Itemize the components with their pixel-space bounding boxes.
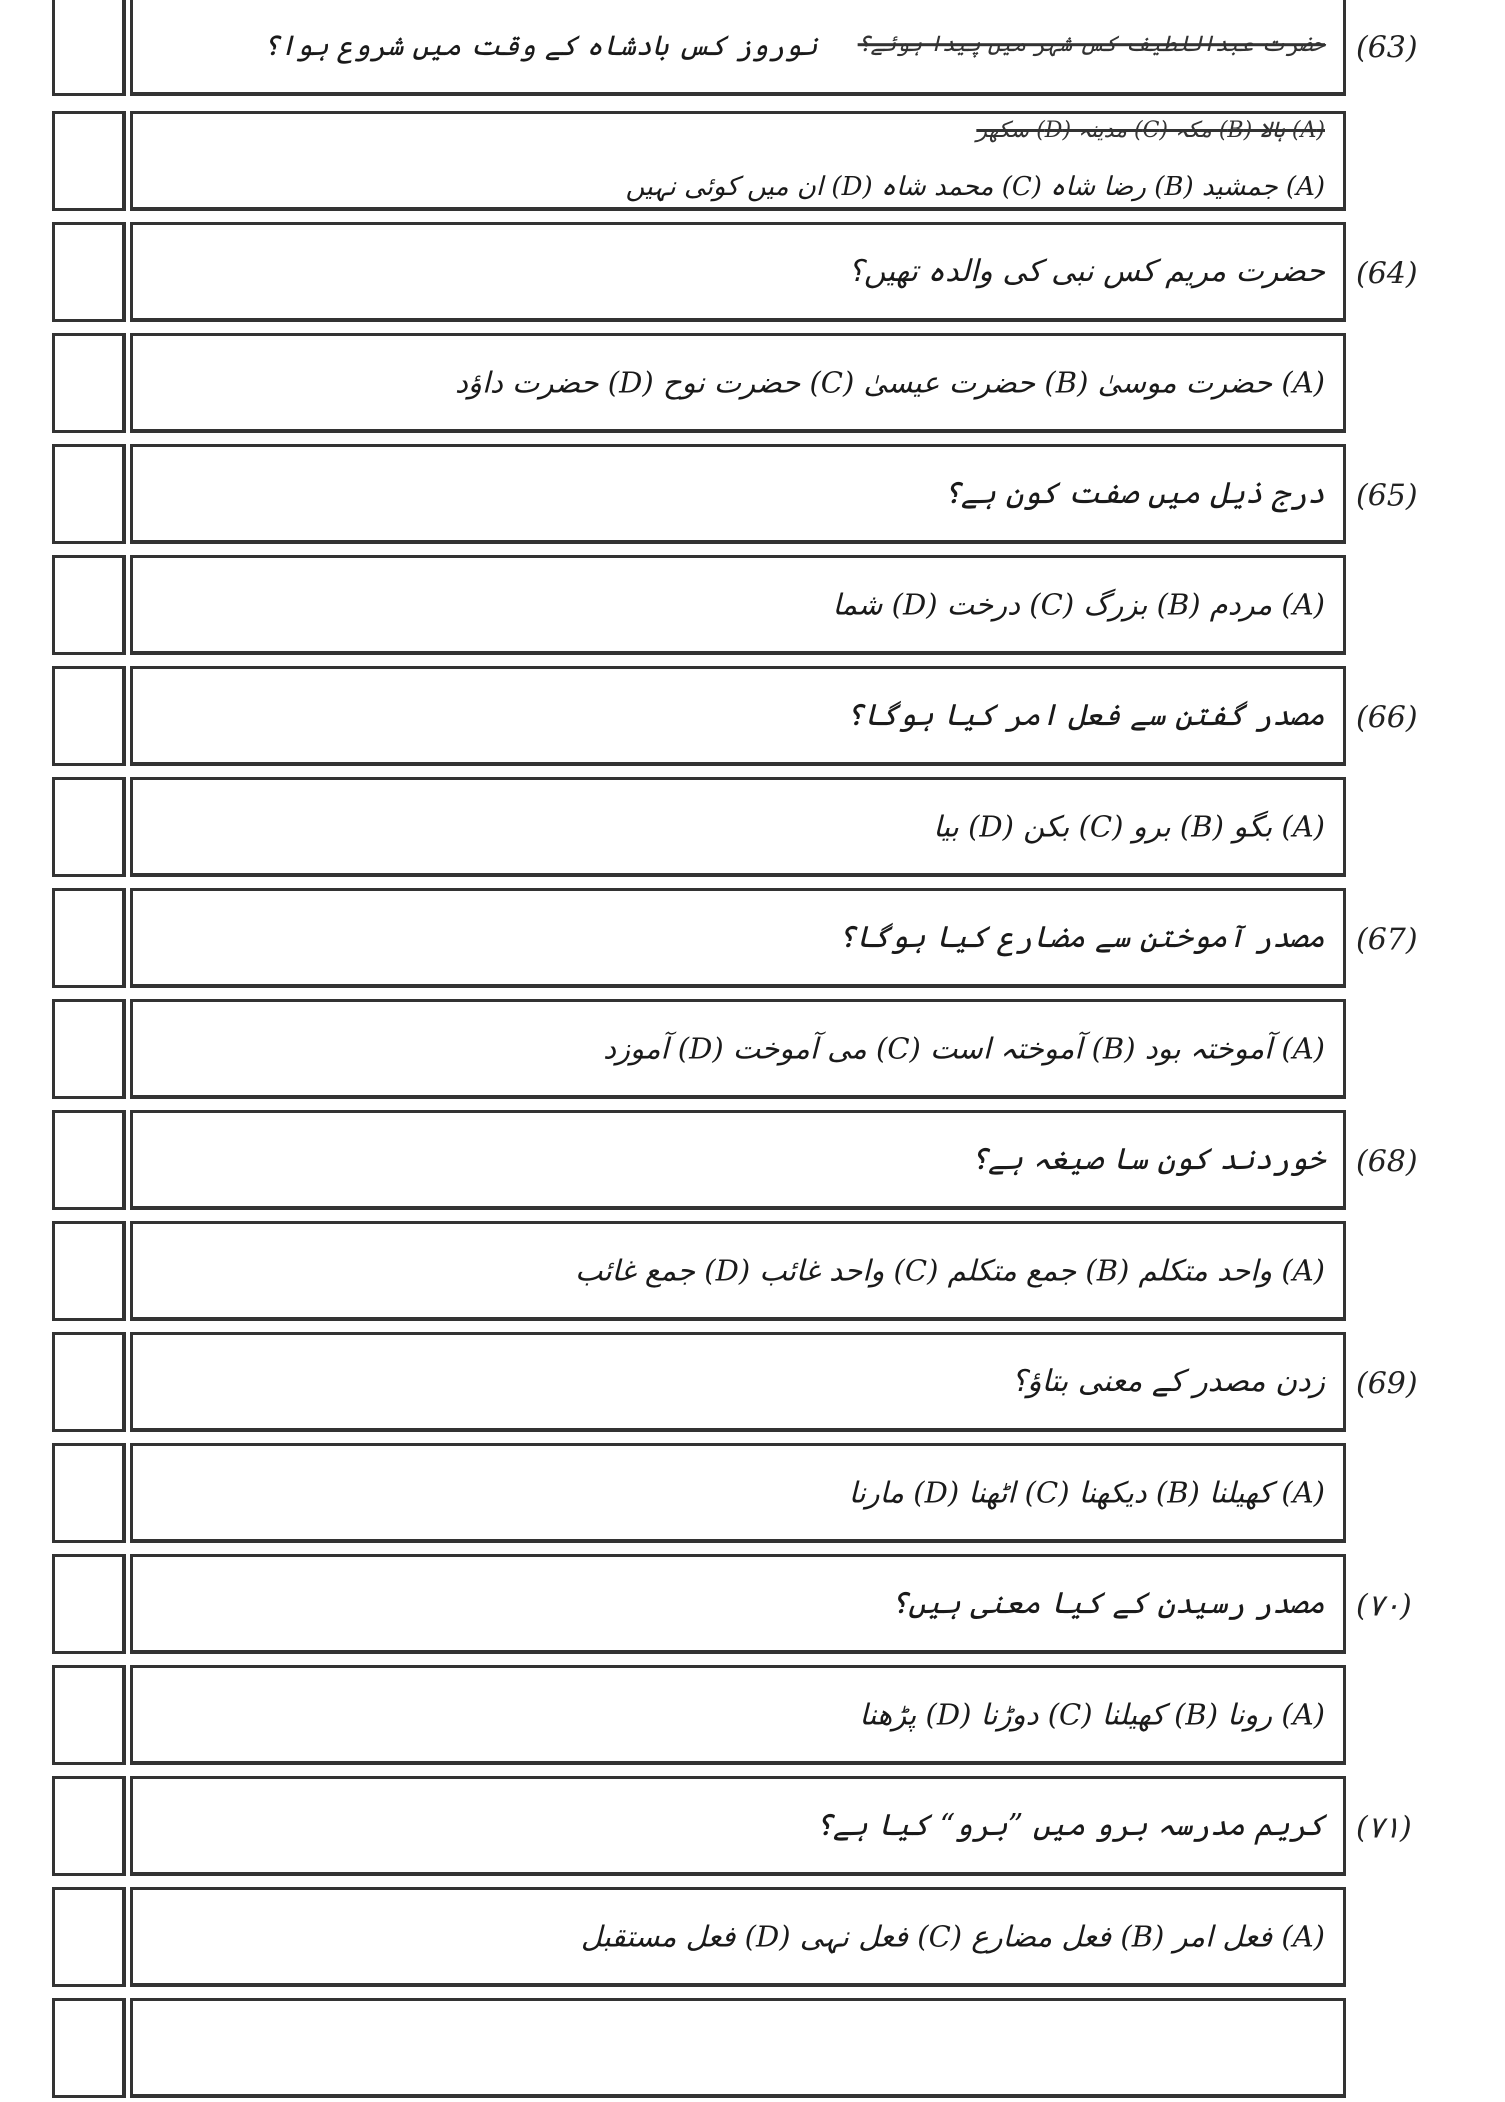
question-number: (68) bbox=[1356, 1144, 1418, 1180]
answer-box[interactable] bbox=[52, 333, 126, 433]
answer-box[interactable] bbox=[52, 999, 126, 1099]
options-row bbox=[0, 1665, 1505, 1769]
options-text: (A) بگو (B) برو (C) بکن (D) بیا bbox=[933, 809, 1325, 844]
question-number: (69) bbox=[1356, 1366, 1418, 1402]
text-box bbox=[130, 888, 1346, 988]
question-number: (67) bbox=[1356, 922, 1418, 958]
answer-box[interactable] bbox=[52, 1110, 126, 1210]
text-box bbox=[130, 1221, 1346, 1321]
answer-box[interactable] bbox=[52, 222, 126, 322]
question-text: مصدر رسیدن کے کیا معنی ہیں؟ bbox=[890, 1585, 1325, 1621]
options-row bbox=[0, 999, 1505, 1103]
question-row bbox=[0, 0, 1505, 100]
text-box bbox=[130, 333, 1346, 433]
text-box bbox=[130, 444, 1346, 544]
answer-box[interactable] bbox=[52, 666, 126, 766]
answer-box[interactable] bbox=[52, 777, 126, 877]
text-box bbox=[130, 666, 1346, 766]
question-row bbox=[0, 222, 1505, 326]
question-number: (٧١) bbox=[1356, 1810, 1412, 1846]
options-text: (A) واحد متکلم (B) جمع متکلم (C) واحد غائب (D) جمع غائب bbox=[575, 1253, 1325, 1288]
question-text: حضرت مریم کس نبی کی والدہ تھیں؟ bbox=[847, 253, 1325, 289]
question-number: (65) bbox=[1356, 478, 1418, 514]
text-box bbox=[130, 111, 1346, 211]
question-row bbox=[0, 1332, 1505, 1436]
options-text: (A) جمشید (B) رضا شاہ (C) محمد شاہ (D) ان میں کوئی نہیں bbox=[625, 171, 1325, 202]
answer-box[interactable] bbox=[52, 1998, 126, 2098]
options-row bbox=[0, 555, 1505, 659]
question-text: مصدر آموختن سے مضارع کیا ہوگا؟ bbox=[837, 919, 1325, 955]
options-row bbox=[0, 111, 1505, 215]
question-text: زدن مصدر کے معنی بتاؤ؟ bbox=[1011, 1363, 1325, 1399]
text-box bbox=[130, 1887, 1346, 1987]
text-box bbox=[130, 555, 1346, 655]
options-text: (A) مردم (B) بزرگ (C) درخت (D) شما bbox=[832, 587, 1325, 622]
text-box bbox=[130, 1998, 1346, 2098]
answer-box[interactable] bbox=[52, 555, 126, 655]
text-box bbox=[130, 1776, 1346, 1876]
options-row bbox=[0, 333, 1505, 437]
question-row bbox=[0, 1776, 1505, 1880]
answer-box[interactable] bbox=[52, 1776, 126, 1876]
options-row bbox=[0, 1887, 1505, 1991]
options-text: (A) رونا (B) کھیلنا (C) دوڑنا (D) پڑھنا bbox=[859, 1697, 1325, 1732]
answer-box[interactable] bbox=[52, 1554, 126, 1654]
answer-box[interactable] bbox=[52, 1665, 126, 1765]
text-box bbox=[130, 1554, 1346, 1654]
question-number: (٧٠) bbox=[1356, 1588, 1412, 1624]
question-row bbox=[0, 1554, 1505, 1658]
question-text: درج ذیل میں صفت کون ہے؟ bbox=[943, 475, 1325, 511]
answer-box[interactable] bbox=[52, 1887, 126, 1987]
struck-options-text: (A) ہالا (B) مکہ (C) مدینہ (D) سکھر bbox=[976, 118, 1325, 143]
text-box bbox=[130, 777, 1346, 877]
options-row bbox=[0, 1221, 1505, 1325]
text-box bbox=[130, 0, 1346, 96]
question-row bbox=[0, 666, 1505, 770]
question-text: نوروز کس بادشاہ کے وقت میں شروع ہوا؟ bbox=[263, 28, 818, 62]
struck-question-text: حضرت عبداللطیف کس شہر میں پیدا ہوئے؟ bbox=[857, 32, 1325, 58]
answer-box[interactable] bbox=[52, 111, 126, 211]
answer-box[interactable] bbox=[52, 444, 126, 544]
options-text: (A) فعل امر (B) فعل مضارع (C) فعل نہی (D) فعل مستقبل bbox=[580, 1919, 1325, 1954]
options-row bbox=[0, 1443, 1505, 1547]
question-text: خوردند کون سا صیغہ ہے؟ bbox=[970, 1141, 1325, 1177]
answer-box[interactable] bbox=[52, 888, 126, 988]
answer-box[interactable] bbox=[52, 0, 126, 96]
answer-box[interactable] bbox=[52, 1332, 126, 1432]
options-stack bbox=[151, 118, 1325, 203]
question-line bbox=[151, 29, 1325, 63]
text-box bbox=[130, 999, 1346, 1099]
text-box bbox=[130, 1110, 1346, 1210]
question-text: کریم مدرسہ برو میں ”برو“ کیا ہے؟ bbox=[815, 1807, 1325, 1843]
text-box bbox=[130, 222, 1346, 322]
question-row bbox=[0, 444, 1505, 548]
question-number: (63) bbox=[1356, 30, 1418, 66]
question-row bbox=[0, 888, 1505, 992]
options-text: (A) حضرت موسیٰ (B) حضرت عیسیٰ (C) حضرت نوح (D) حضرت داؤد bbox=[455, 365, 1325, 400]
text-box bbox=[130, 1332, 1346, 1432]
text-box bbox=[130, 1665, 1346, 1765]
text-box bbox=[130, 1443, 1346, 1543]
question-number: (64) bbox=[1356, 256, 1418, 292]
question-number: (66) bbox=[1356, 700, 1418, 736]
options-text: (A) کھیلنا (B) دیکھنا (C) اٹھنا (D) مارنا bbox=[848, 1475, 1325, 1510]
question-row bbox=[0, 1110, 1505, 1214]
answer-box[interactable] bbox=[52, 1443, 126, 1543]
empty-row bbox=[0, 1998, 1505, 2102]
options-row bbox=[0, 777, 1505, 881]
question-text: مصدر گفتن سے فعل امر کیا ہوگا؟ bbox=[845, 697, 1325, 733]
answer-box[interactable] bbox=[52, 1221, 126, 1321]
options-text: (A) آموختہ بود (B) آموختہ است (C) می آموخت (D) آموزد bbox=[603, 1031, 1325, 1066]
